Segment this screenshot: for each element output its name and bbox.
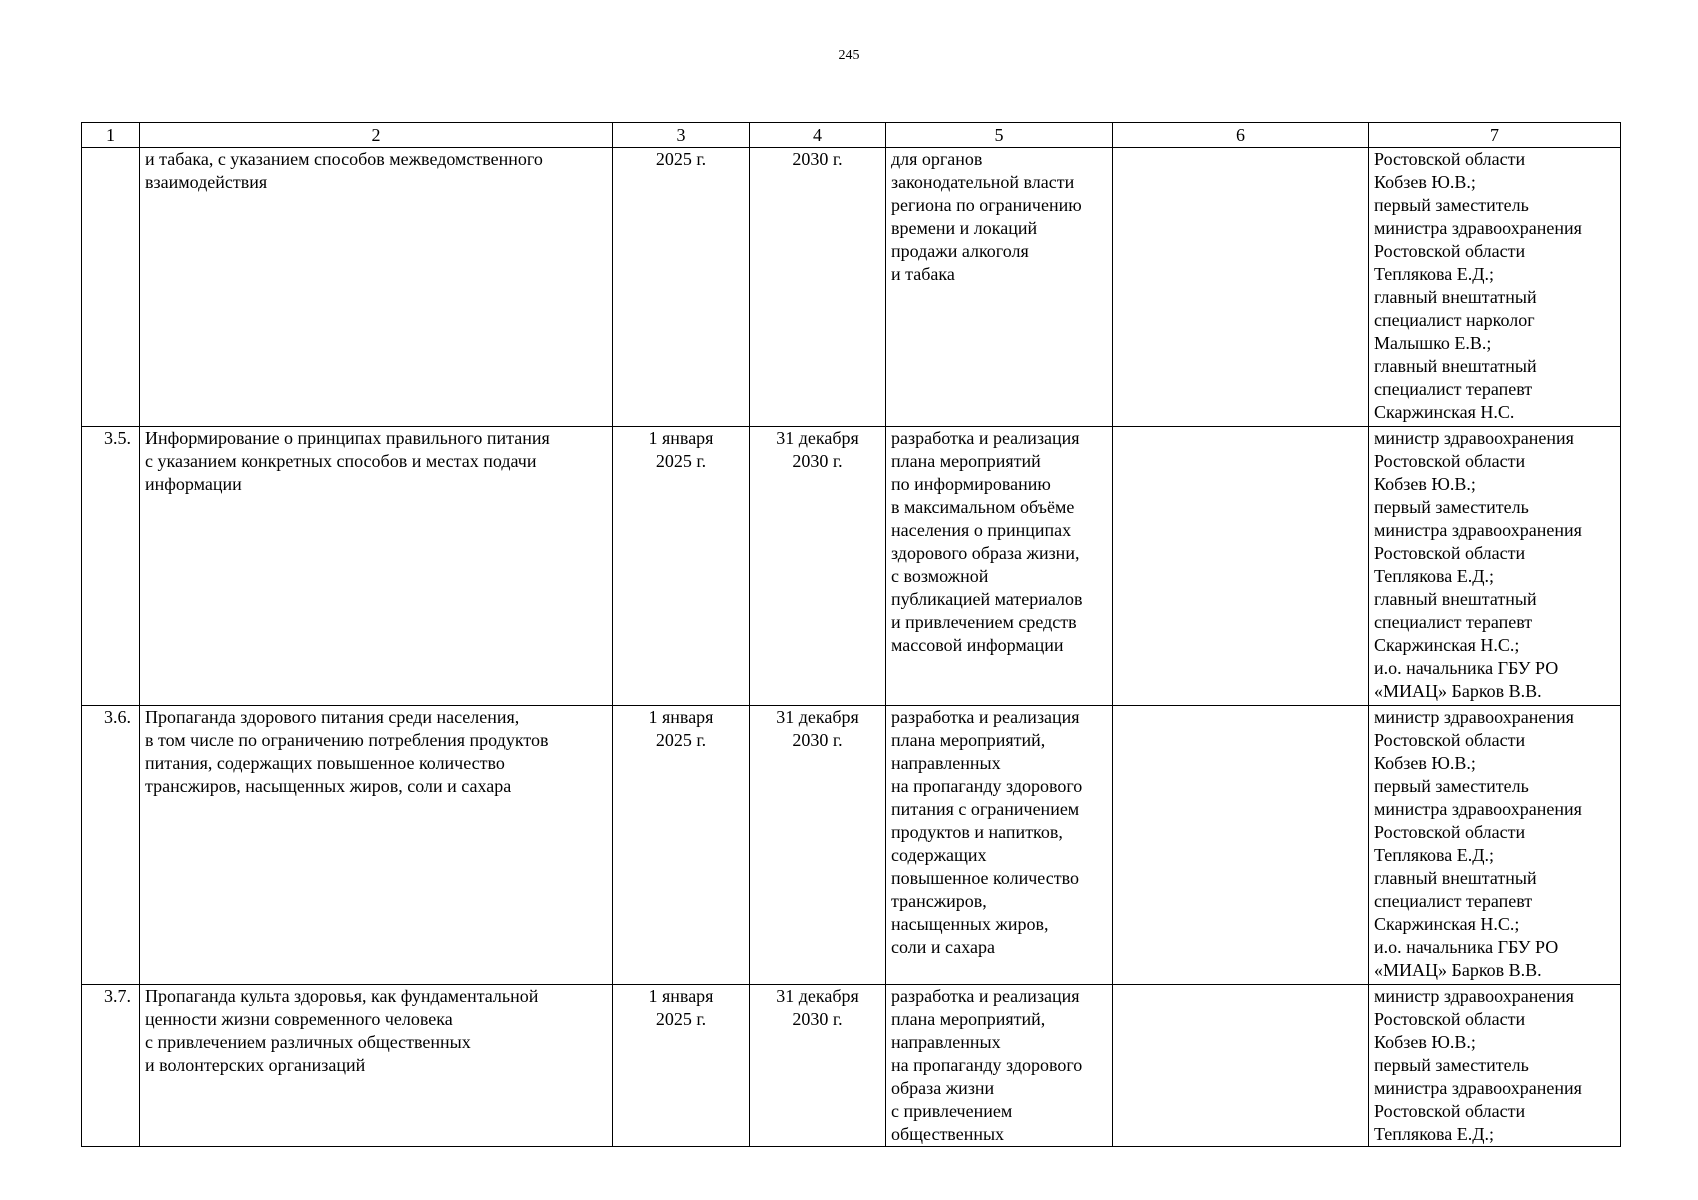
result-cell: разработка и реализация плана мероприятий по информированию в максимальном объёме населения о принципах здорового образа жизни, с возможной публикацией материалов и привлечением средств массовой информации — [886, 427, 1113, 706]
result-cell: разработка и реализация плана мероприятий, направленных на пропаганду здорового питания с ограничением продуктов и напитков, содержащих повышенное количество трансжиров, насыщенных жиров, соли и сахара — [886, 706, 1113, 985]
row-number — [82, 148, 140, 427]
header-col-5: 5 — [886, 123, 1113, 148]
page-number: 245 — [838, 48, 860, 63]
result-cell: разработка и реализация плана мероприятий, направленных на пропаганду здорового образа жизни с привлечением общественных — [886, 985, 1113, 1147]
row-number: 3.7. — [82, 985, 140, 1147]
responsible-cell: министр здравоохранения Ростовской области Кобзев Ю.В.; первый заместитель министра здравоохранения Ростовской области Теплякова Е.Д.; главный внештатный специалист терапевт Скаржинская Н.С.; и.о. начальника ГБУ РО «МИАЦ» Барков В.В. — [1369, 427, 1621, 706]
header-col-6: 6 — [1113, 123, 1369, 148]
header-col-4: 4 — [750, 123, 886, 148]
end-date-cell: 31 декабря 2030 г. — [750, 427, 886, 706]
col6-cell — [1113, 985, 1369, 1147]
header-row — [82, 123, 1621, 148]
responsible-cell: министр здравоохранения Ростовской области Кобзев Ю.В.; первый заместитель министра здравоохранения Ростовской области Теплякова Е.Д.; главный внештатный специалист терапевт Скаржинская Н.С.; и.о. начальника ГБУ РО «МИАЦ» Барков В.В. — [1369, 706, 1621, 985]
start-date-cell: 2025 г. — [613, 148, 750, 427]
responsible-cell: министр здравоохранения Ростовской области Кобзев Ю.В.; первый заместитель министра здравоохранения Ростовской области Теплякова Е.Д.; — [1369, 985, 1621, 1147]
start-date-cell: 1 января 2025 г. — [613, 427, 750, 706]
header-col-1: 1 — [82, 123, 140, 148]
header-col-7: 7 — [1369, 123, 1621, 148]
row-number: 3.6. — [82, 706, 140, 985]
plan-table — [81, 122, 1621, 1147]
table-row — [82, 427, 1621, 706]
responsible-cell: Ростовской области Кобзев Ю.В.; первый заместитель министра здравоохранения Ростовской области Теплякова Е.Д.; главный внештатный специалист нарколог Малышко Е.В.; главный внештатный специалист терапевт Скаржинская Н.С. — [1369, 148, 1621, 427]
activity-cell: и табака, с указанием способов межведомственного взаимодействия — [140, 148, 613, 427]
col6-cell — [1113, 706, 1369, 985]
activity-cell: Пропаганда культа здоровья, как фундаментальной ценности жизни современного человека с привлечением различных общественных и волонтерских организаций — [140, 985, 613, 1147]
result-cell: для органов законодательной власти региона по ограничению времени и локаций продажи алкоголя и табака — [886, 148, 1113, 427]
header-col-3: 3 — [613, 123, 750, 148]
start-date-cell: 1 января 2025 г. — [613, 985, 750, 1147]
col6-cell — [1113, 427, 1369, 706]
end-date-cell: 31 декабря 2030 г. — [750, 706, 886, 985]
activity-cell: Пропаганда здорового питания среди населения, в том числе по ограничению потребления продуктов питания, содержащих повышенное количество трансжиров, насыщенных жиров, соли и сахара — [140, 706, 613, 985]
end-date-cell: 2030 г. — [750, 148, 886, 427]
table-row — [82, 148, 1621, 427]
table-row — [82, 706, 1621, 985]
activity-cell: Информирование о принципах правильного питания с указанием конкретных способов и местах подачи информации — [140, 427, 613, 706]
start-date-cell: 1 января 2025 г. — [613, 706, 750, 985]
table-row — [82, 985, 1621, 1147]
row-number: 3.5. — [82, 427, 140, 706]
col6-cell — [1113, 148, 1369, 427]
header-col-2: 2 — [140, 123, 613, 148]
end-date-cell: 31 декабря 2030 г. — [750, 985, 886, 1147]
